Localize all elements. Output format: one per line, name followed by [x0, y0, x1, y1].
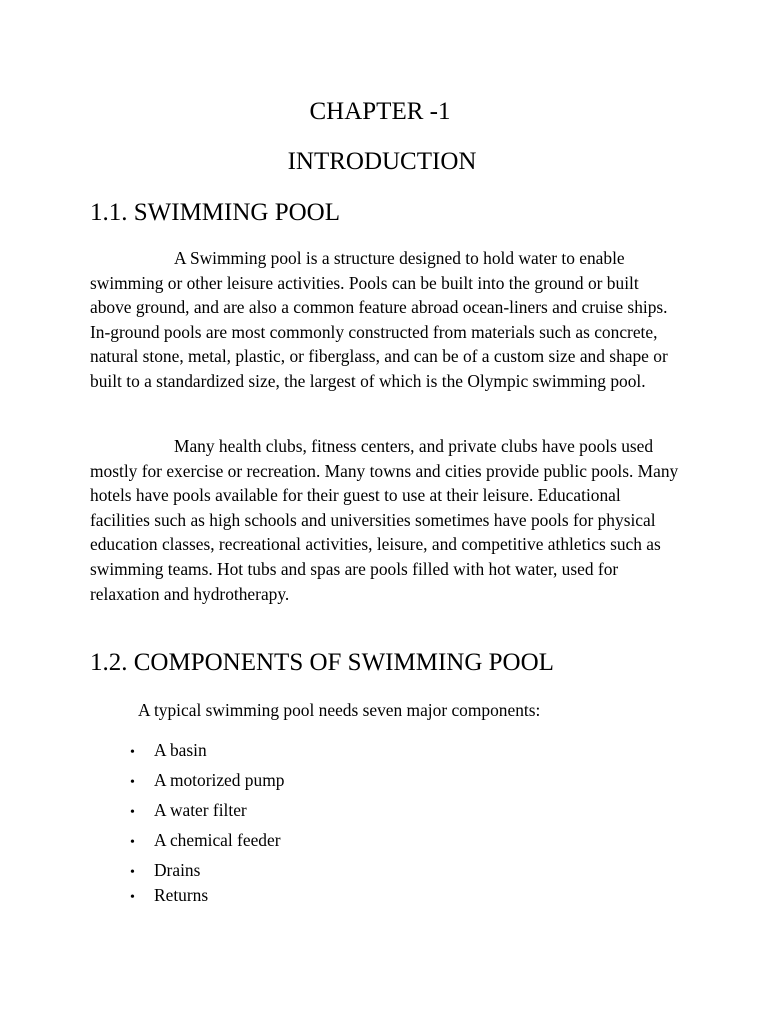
chapter-title: INTRODUCTION — [287, 148, 477, 175]
list-item-label: A basin — [154, 740, 207, 760]
chapter-label: CHAPTER -1 — [309, 98, 451, 125]
paragraph-pool-uses: Many health clubs, fitness centers, and private clubs have pools used mostly for exercise or recreation. Many towns and cities provide public pools. Many hotels have pools available for their guest to use at their leisure. Educational facilities such as high schools and universities sometimes have pools for physical education classes, recreational activities, leisure, and competitive athletics such as swimming teams. Hot tubs and spas are pools filled with hot water, used for relaxation and hydrotherapy. — [90, 436, 679, 604]
bullet-icon: • — [130, 805, 135, 820]
bullet-icon: • — [130, 775, 135, 790]
list-item — [130, 739, 207, 764]
list-item — [130, 799, 247, 824]
list-item-label: A chemical feeder — [154, 830, 281, 850]
list-item-label: A motorized pump — [154, 770, 285, 790]
bullet-icon: • — [130, 865, 135, 880]
bullet-icon: • — [130, 890, 135, 905]
bullet-icon: • — [130, 835, 135, 850]
list-item-label: Returns — [154, 885, 209, 905]
list-item — [130, 829, 281, 854]
paragraph-pool-definition: A Swimming pool is a structure designed to hold water to enable swimming or other leisure activities. Pools can be built into the ground or built above ground, and are also a common feature abroad ocean-liners and cruise ships. In-ground pools are most commonly constructed from materials such as concrete, natural stone, metal, plastic, or fiberglass, and can be of a custom size and shape or built to a standardized size, the largest of which is the Olympic swimming pool. — [90, 248, 668, 391]
list-item — [130, 769, 284, 794]
list-item-label: A water filter — [154, 800, 247, 820]
list-item — [130, 859, 200, 884]
bullet-icon: • — [130, 745, 135, 760]
list-item-label: Drains — [154, 860, 201, 880]
section-heading-components: 1.2. COMPONENTS OF SWIMMING POOL — [90, 649, 554, 676]
components-intro: A typical swimming pool needs seven major components: — [138, 700, 541, 720]
list-item — [130, 884, 208, 909]
section-heading-swimming-pool: 1.1. SWIMMING POOL — [90, 199, 340, 226]
